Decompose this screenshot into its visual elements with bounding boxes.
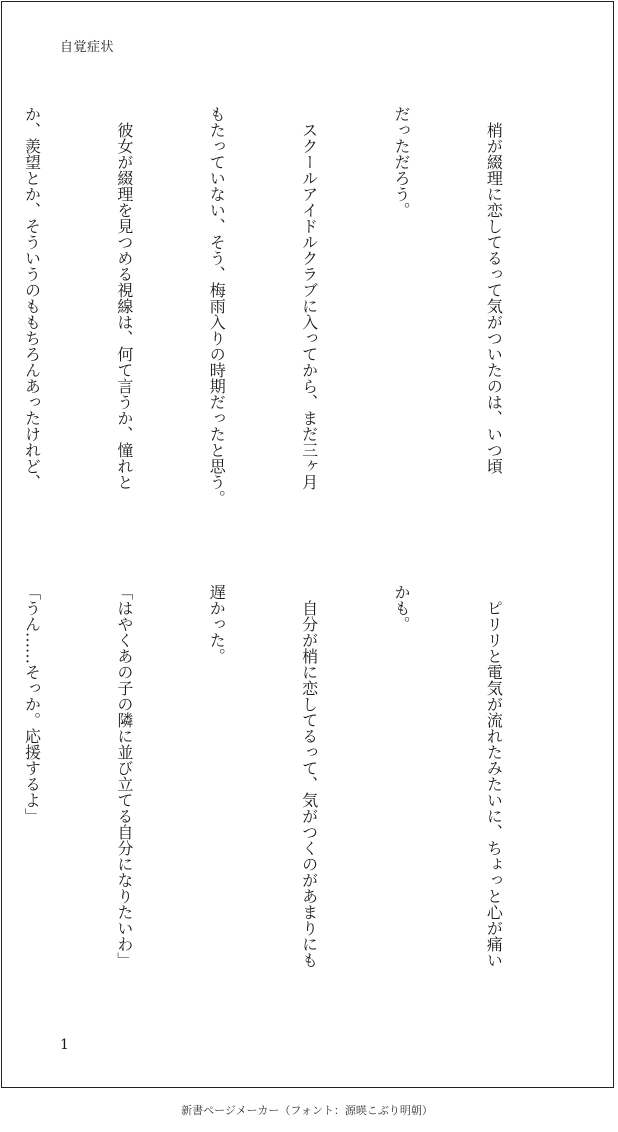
text-block-top <box>22 106 570 526</box>
text-line: か、羨望とか、そういうのももちろんあったけれど、 <box>22 106 42 490</box>
text-line: 遅かった。 <box>207 584 227 664</box>
text-block-bottom <box>22 584 570 1014</box>
text-line: 彼女が綴理を見つめる視線は、何て言うか、憧れと <box>114 106 134 490</box>
page-title: 自覚症状 <box>60 40 115 55</box>
text-line: もたっていない、そう、梅雨入りの時期だったと思う。 <box>207 106 227 506</box>
footer-credit: 新書ページメーカー（フォント：源暎こぶり明朝） <box>181 1104 433 1117</box>
text-line: ピリリと電気が流れたみたいに、ちょっと心が痛い <box>484 584 504 968</box>
text-line: 「うん……そっか。応援するよ」 <box>22 584 42 824</box>
text-line: 「はやくあの子の隣に並び立てる自分になりたいわ」 <box>114 584 134 968</box>
text-line: 自分が梢に恋してるって、気がつくのがあまりにも <box>299 584 319 968</box>
text-line: だっただろう。 <box>392 106 412 218</box>
text-line: スクールアイドルクラブに入ってから、まだ三ヶ月 <box>299 106 319 490</box>
text-line: 梢が綴理に恋してるって気がついたのは、いつ頃 <box>484 106 504 474</box>
text-line: かも。 <box>392 584 412 632</box>
page-number: 1 <box>60 1037 69 1053</box>
